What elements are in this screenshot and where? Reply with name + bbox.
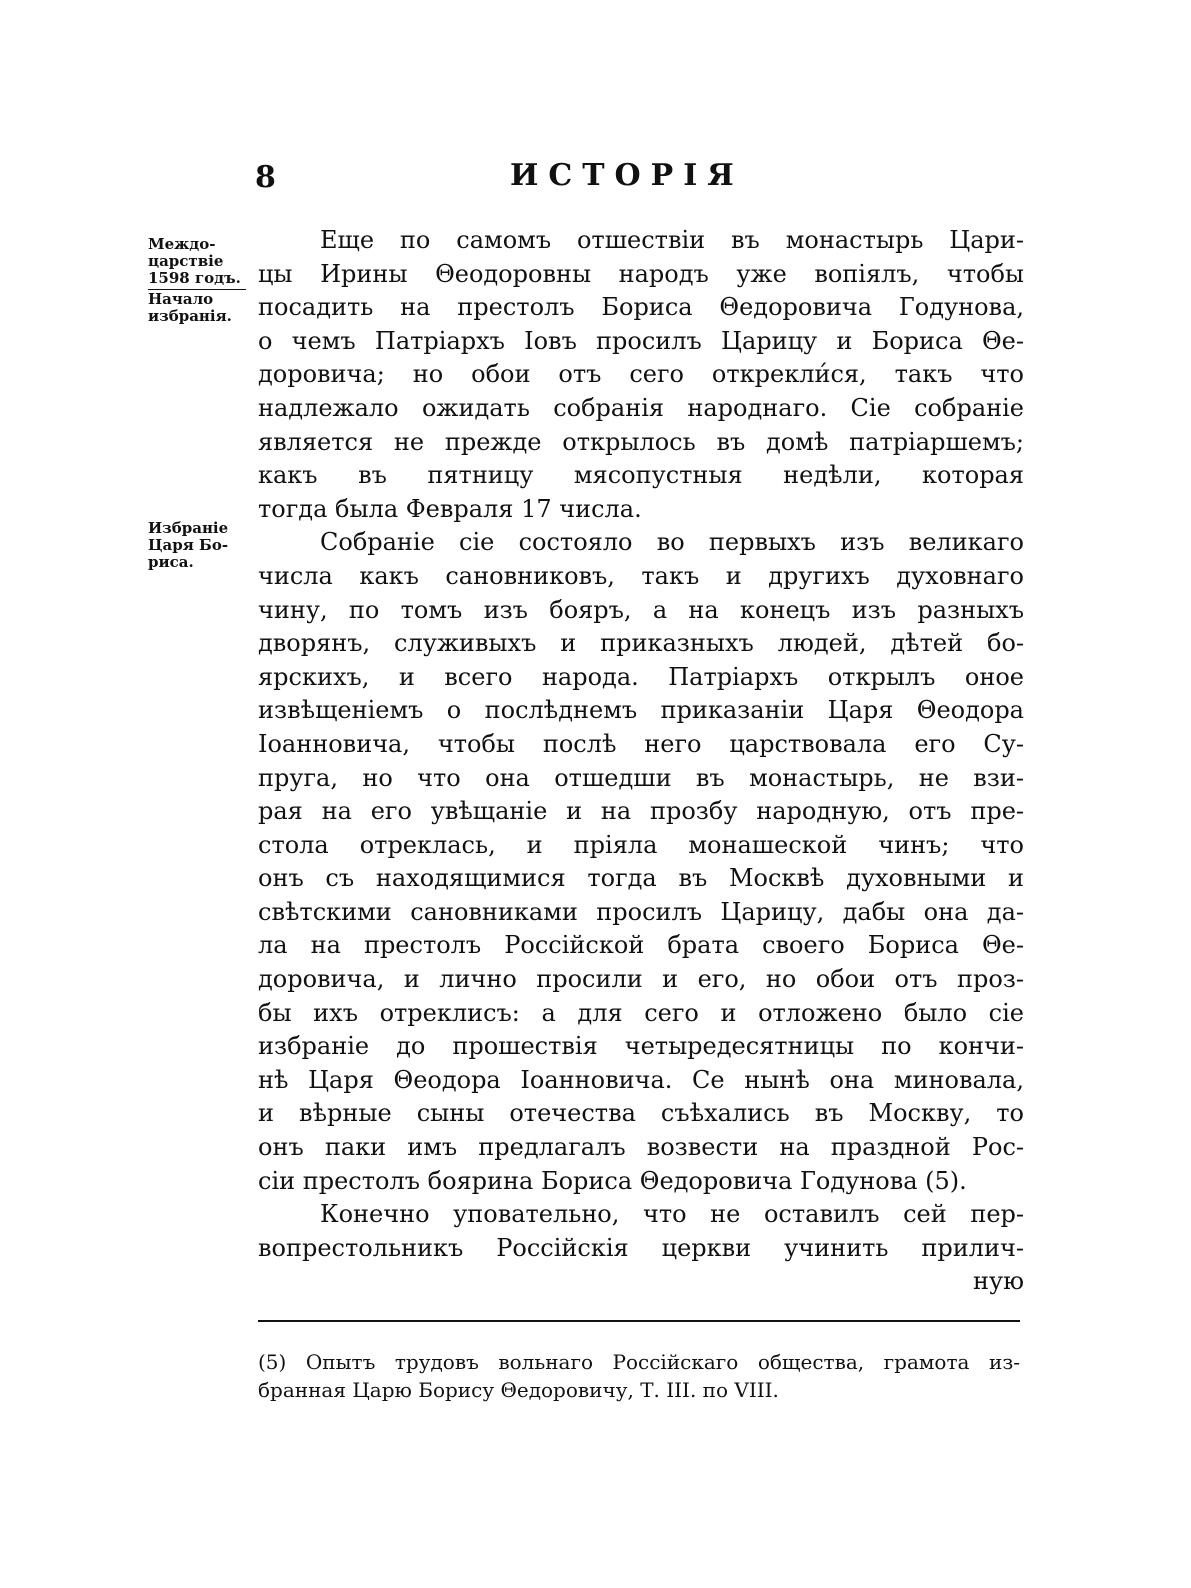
body-text [258, 224, 1024, 1299]
footnote-line: бранная Царю Борису Θедоровичу, Т. III. по VIII. [258, 1378, 779, 1402]
text-line: стола отреклась, и пріяла монашеской чинъ; что [258, 830, 1024, 859]
text-line: какъ въ пятницу мясопустныя недѣли, которая [258, 461, 1024, 490]
text-line: онъ съ находящимися тогда въ Москвѣ духовными и [258, 864, 1024, 893]
text-line: избраніе до прошествія четыредесятницы по кончи- [258, 1032, 1024, 1061]
text-line: чину, по томъ изъ бояръ, а на конецъ изъ разныхъ [258, 595, 1024, 624]
margin-note-interregnum [148, 236, 258, 325]
text-line: нѣ Царя Θеодора Іоанновича. Се нынѣ она миновала, [258, 1065, 1024, 1094]
text-line: сіи престолъ боярина Бориса Θедоровича Годунова (5). [258, 1166, 967, 1195]
margin-note-line: Начало [148, 289, 246, 308]
text-line: вопрестольникъ Россійскія церкви учинить прилич- [258, 1233, 1024, 1262]
footnote-line: (5) Опытъ трудовъ вольнаго Россійскаго общества, грамота из- [258, 1350, 1020, 1374]
catchword: ную [972, 1267, 1024, 1296]
margin-note-line: Царя Бо- [148, 536, 229, 554]
text-line: о чемъ Патріархъ Іовъ просилъ Царицу и Бориса Θе- [258, 326, 1024, 355]
text-line: дворянъ, служивыхъ и приказныхъ людей, дѣтей бо- [258, 629, 1024, 658]
margin-note-line: царствіе [148, 252, 224, 270]
text-line: числа какъ сановниковъ, такъ и другихъ духовнаго [258, 561, 1024, 590]
margin-note-line: избранія. [148, 307, 232, 325]
text-line: пруга, но что она отшедши въ монастырь, не взи- [258, 763, 1024, 792]
footnote [258, 1348, 1020, 1404]
text-line: извѣщеніемъ о послѣднемъ приказаніи Царя Θеодора [258, 696, 1024, 725]
margin-note-line: 1598 годъ. [148, 269, 241, 287]
text-line: бы ихъ отреклисъ: а для сего и отложено было сіе [258, 998, 1024, 1027]
page-number: 8 [255, 160, 277, 195]
text-line: свѣтскими сановниками просилъ Царицу, дабы она да- [258, 897, 1024, 926]
margin-note-line: Междо- [148, 235, 216, 253]
text-line: и вѣрные сыны отечества съѣхались въ Москву, то [258, 1099, 1024, 1128]
text-line: цы Ирины Θеодоровны народъ уже вопіялъ, чтобы [258, 259, 1024, 288]
margin-note-line: Избраніе [148, 519, 229, 537]
text-line: Собраніе сіе состояло во первыхъ изъ великаго [320, 528, 1024, 557]
text-line: является не прежде открылось въ домѣ патріаршемъ; [258, 427, 1024, 456]
text-line: Конечно уповательно, что не оставилъ сей пер- [320, 1200, 1024, 1229]
text-line: надлежало ожидать собранія народнаго. Сіе собраніе [258, 393, 1024, 422]
margin-note-election [148, 520, 258, 571]
text-line: ярскихъ, и всего народа. Патріархъ открылъ оное [258, 662, 1024, 691]
text-line: доровича; но обои отъ сего открекли́ся, такъ что [258, 360, 1024, 389]
text-line: доровича, и лично просили и его, но обои отъ проз- [258, 965, 1024, 994]
text-line: ла на престолъ Россійской брата своего Бориса Θе- [258, 931, 1024, 960]
text-line: тогда была Февраля 17 числа. [258, 494, 642, 523]
margin-note-line: риса. [148, 553, 194, 571]
text-line: посадить на престолъ Бориса Θедоровича Годунова, [258, 293, 1024, 322]
text-line: Еще по самомъ отшествіи въ монастырь Цари- [320, 226, 1024, 254]
footnote-divider [258, 1320, 1020, 1322]
text-line: рая на его увѣщаніе и на прозбу народную, отъ пре- [258, 797, 1024, 826]
text-line: Іоанновича, чтобы послѣ него царствовала его Су- [258, 729, 1024, 758]
text-line: онъ паки имъ предлагалъ возвести на праздной Рос- [258, 1133, 1024, 1162]
running-title: ИСТОРІЯ [510, 158, 744, 193]
